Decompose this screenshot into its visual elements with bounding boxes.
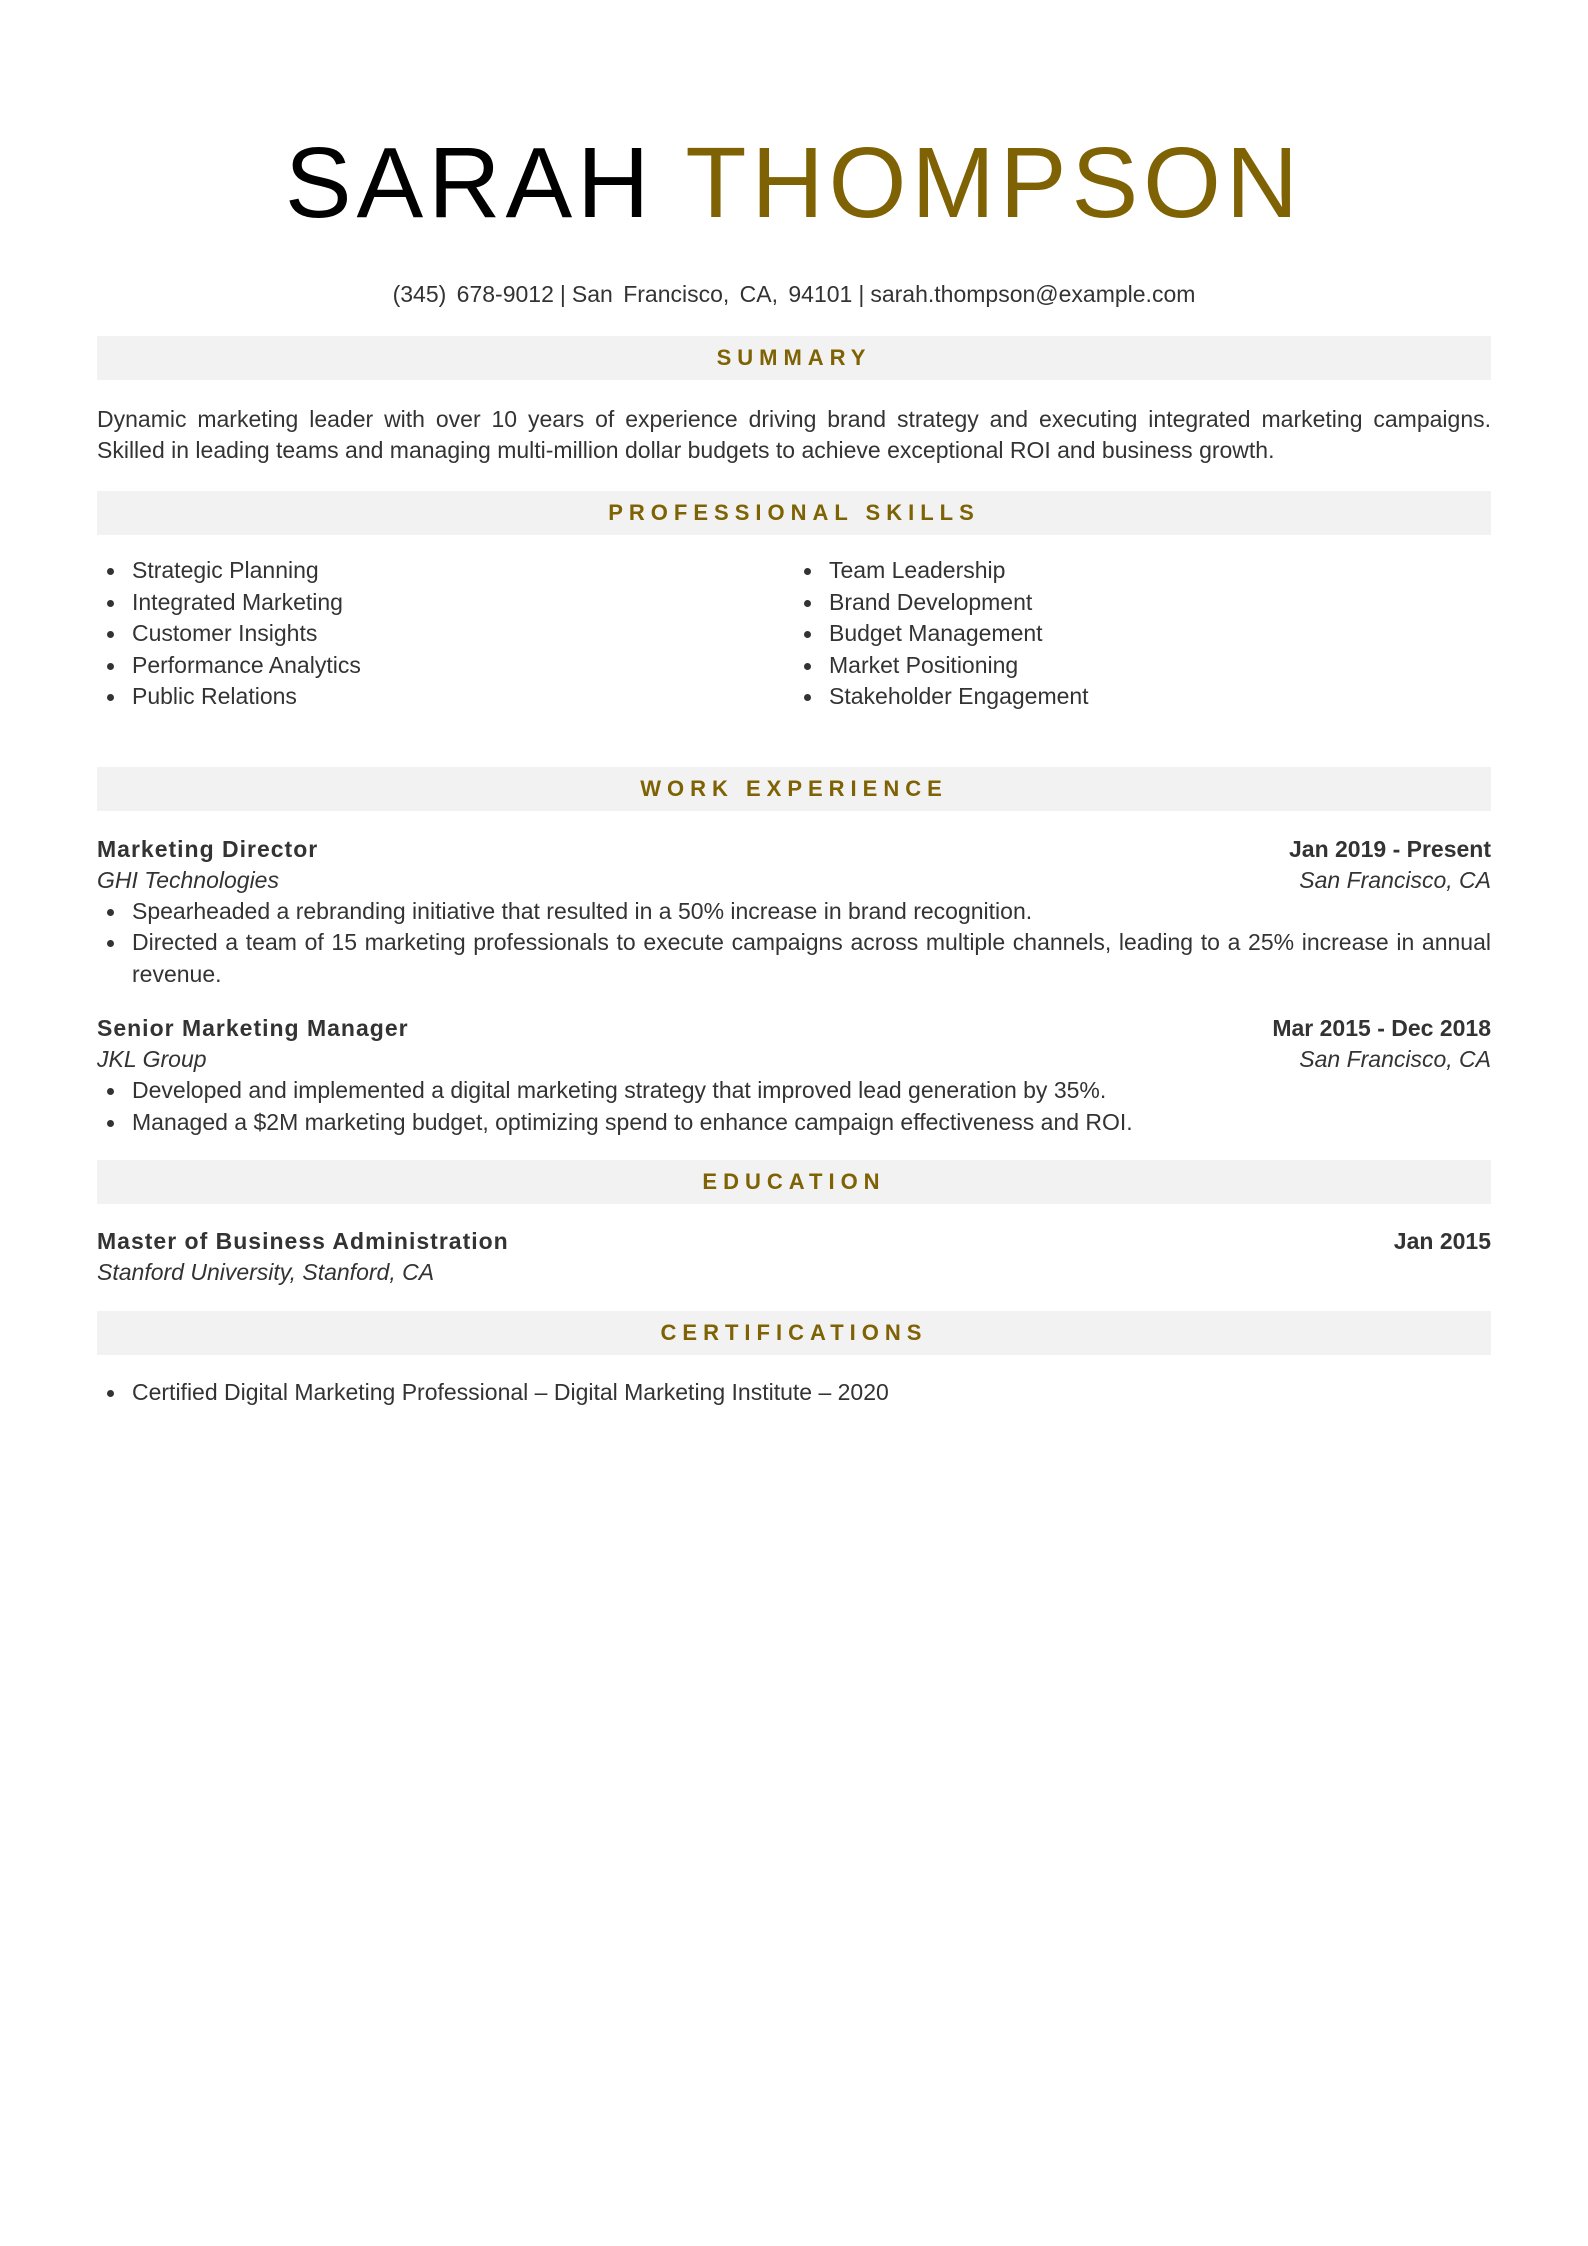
education-heading: EDUCATION [97,1160,1491,1204]
contact-line [97,279,1491,309]
email: sarah.thompson@example.com [870,281,1196,307]
company-name: GHI Technologies [97,866,279,893]
separator: | [858,281,865,307]
job-header [97,834,1491,865]
achievement-item: Developed and implemented a digital marketing strategy that improved lead generation by 35%. [97,1075,1491,1107]
education-subheader [97,1257,1491,1288]
location: San Francisco, CA, 94101 [571,281,853,307]
school: Stanford University, Stanford, CA [97,1259,435,1285]
skill-item: Public Relations [97,681,794,713]
skills-column-left [97,555,794,713]
skill-item: Integrated Marketing [97,587,794,619]
graduation-date: Jan 2015 [1393,1228,1491,1254]
job-dates: Jan 2019 - Present [1288,835,1491,862]
separator: | [559,281,566,307]
job-location: San Francisco, CA [1299,1046,1491,1072]
achievement-item: Directed a team of 15 marketing professionals to execute campaigns across multiple channels, leading to a 25% increase in annual revenue. [97,927,1491,990]
experience-heading: WORK EXPERIENCE [97,767,1491,811]
certifications-heading: CERTIFICATIONS [97,1311,1491,1355]
skill-item: Customer Insights [97,618,794,650]
candidate-name [97,0,1491,241]
last-name: THOMPSON [685,127,1304,239]
skill-item: Strategic Planning [97,555,794,587]
skill-item: Performance Analytics [97,650,794,682]
skill-item: Brand Development [794,587,1491,619]
job-title: Marketing Director [97,835,319,862]
job-title: Senior Marketing Manager [97,1015,409,1041]
education-entry [97,1226,1491,1288]
certification-item: Certified Digital Marketing Professional – Digital Marketing Institute – 2020 [97,1377,1491,1409]
skill-item: Market Positioning [794,650,1491,682]
degree: Master of Business Administration [97,1228,509,1254]
achievement-item: Managed a $2M marketing budget, optimizing spend to enhance campaign effectiveness and ROI. [97,1107,1491,1139]
job-header [97,1013,1491,1044]
summary-heading: SUMMARY [97,336,1491,380]
achievement-item: Spearheaded a rebranding initiative that resulted in a 50% increase in brand recognition. [97,896,1491,928]
job-entry [97,834,1491,991]
skills-list [97,555,1491,713]
job-subheader [97,865,1491,896]
job-location: San Francisco, CA [1299,866,1491,893]
certifications-list [97,1377,1491,1409]
company-name: JKL Group [97,1046,207,1072]
job-subheader [97,1044,1491,1075]
skill-item: Team Leadership [794,555,1491,587]
skill-item: Budget Management [794,618,1491,650]
education-header [97,1226,1491,1257]
summary-text: Dynamic marketing leader with over 10 years of experience driving brand strategy and executing integrated marketing campaigns. Skilled in leading teams and managing multi-million dollar budgets to achieve exceptional ROI and business growth. [97,406,1491,463]
skills-column-right [794,555,1491,713]
first-name: SARAH [284,127,655,239]
skills-heading: PROFESSIONAL SKILLS [97,491,1491,535]
job-entry [97,1013,1491,1138]
phone: (345) 678-9012 [392,281,554,307]
job-bullets [97,896,1491,991]
job-dates: Mar 2015 - Dec 2018 [1272,1015,1491,1041]
job-bullets [97,1075,1491,1138]
skill-item: Stakeholder Engagement [794,681,1491,713]
